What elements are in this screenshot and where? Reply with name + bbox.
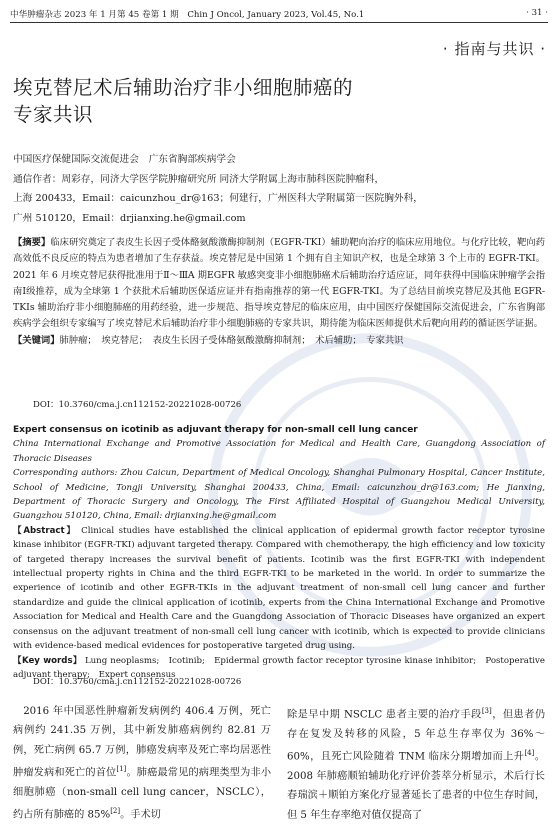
author-organizations: 中国医疗保健国际交流促进会 广东省胸部疾病学会 bbox=[13, 154, 236, 165]
corresponding-line-2: 上海 200433，Email：caicunzhou_dr@163；何建行，广州医科大学附属第一医院胸外科， bbox=[13, 193, 423, 204]
doi-en: DOI：10.3760/cma.j.cn112152-20221028-00726 bbox=[33, 677, 242, 687]
body-left-text-3: 。手术切 bbox=[120, 809, 161, 821]
citation-ref[interactable]: [3] bbox=[481, 707, 492, 715]
body-left-text-1: 2016 年中国恶性肿瘤新发病例约 406.4 万例，死亡病例约 241.35 万例，其中新发肺癌病例约 82.81 万例，死亡病例 65.7 万例，肺癌发病率及死亡率均居恶性肿瘤发病和死亡的首位 bbox=[13, 706, 271, 779]
title-line-1: 埃克替尼术后辅助治疗非小细胞肺癌的 bbox=[13, 76, 354, 99]
body-column-left bbox=[13, 702, 271, 825]
author-block bbox=[13, 150, 543, 228]
english-corresponding-authors: Corresponding authors: Zhou Caicun, Department of Medical Oncology, Shanghai Pulmonary Hospital, Cancer Institute, School of Medicine, Tongji University, Shanghai 200433, China, Email: caicunzhou_dr@163.com; He Jianxing, Department of Thoracic Surgery and Oncology, The First Affiliated Hospital of Guangzhou Medical University, Guangzhou 510120, China, Email: drjianxing.he@gmail.com bbox=[13, 468, 545, 522]
english-keywords-tag: 【Key words】 bbox=[13, 655, 82, 666]
english-keywords-text: Lung neoplasms; Icotinib; Epidermal growth factor receptor tyrosine kinase inhibitor; Postoperative adjuvant therapy; Expert consensus bbox=[13, 655, 545, 680]
corresponding-line-1: 通信作者：周彩存，同济大学医学院肿瘤研究所 同济大学附属上海市肺科医院肿瘤科， bbox=[13, 173, 385, 185]
article-title bbox=[13, 74, 493, 128]
body-right-text-2: ，但患者仍存在复发及转移的风险，5 年总生存率仅为 36%～60%，且死亡风险随着 TNM 临床分期增加而上升 bbox=[287, 709, 546, 763]
page-number: · 31 · bbox=[526, 8, 548, 18]
english-title: Expert consensus on icotinib as adjuvant therapy for non-small cell lung cancer bbox=[13, 425, 418, 435]
abstract-text: 临床研究奠定了表皮生长因子受体酪氨酸激酶抑制剂（EGFR-TKI）辅助靶向治疗的临床应用地位。与化疗比较，靶向药高效低不良反应的特点为患者增加了生存获益。埃克替尼是中国第 1 个拥有自主知识产权，也是全球第 3 个上市的 EGFR-TKI。2021 年 6 月埃克替尼获得批准用于Ⅱ～ⅢA 期EGFR 敏感突变非小细胞肺癌术后辅助治疗适应证，同年获得中国临床肿瘤学会指南Ⅰ级推荐，成为全球第 1 个获批术后辅助医保适应证并有指南推荐的第一代 EGFR-TKI。为了总结目前埃克替尼及其他 EGFR-TKIs 辅助治疗非小细胞肺癌的用药经验，进一步规范、指导埃克替尼的临床应用，由中国医疗保健国际交流促进会，广东省胸部疾病学会组织专家编写了埃克替尼术后辅助治疗非小细胞肺癌的专家共识，期待能为临床医师提供术后靶向用药的循证医学证据。 bbox=[13, 237, 545, 330]
keywords-tag: 【关键词】 bbox=[13, 334, 60, 346]
section-label: · 指南与共识 · bbox=[442, 40, 546, 58]
body-right-text-3: 。2008 年肺癌顺铂辅助化疗评价荟萃分析显示，术后行长春瑞滨＋顺铂方案化疗显著延长了患者的中位生存时间，但 5 年生存率绝对值仅提高了 bbox=[287, 751, 545, 821]
journal-citation: 中华肿瘤杂志 2023 年 1 月第 45 卷第 1 期 Chin J Oncol, January 2023, Vol.45, No.1 bbox=[10, 10, 365, 20]
header-divider bbox=[10, 22, 548, 23]
english-abstract bbox=[13, 423, 545, 682]
corresponding-line-3: 广州 510120，Email：drjianxing.he@gmail.com bbox=[13, 212, 246, 224]
keywords-text: 肺肿瘤； 埃克替尼； 表皮生长因子受体酪氨酸激酶抑制剂； 术后辅助； 专家共识 bbox=[59, 334, 404, 346]
journal-running-header bbox=[10, 8, 548, 22]
abstract-tag: 【摘要】 bbox=[13, 237, 51, 248]
english-abstract-tag: 【Abstract】 bbox=[13, 525, 77, 536]
doi-zh: DOI：10.3760/cma.j.cn112152-20221028-00726 bbox=[33, 400, 242, 410]
english-abstract-text: Clinical studies have established the clinical application of epidermal growth factor receptor tyrosine kinase inhibitor (EGFR-TKI) adjuvant targeted therapy. Compared with chemotherapy, the high efficiency and low toxicity of targeted therapy increases the survival benefit of patients. Icotinib was the first EGFR-TKI with independent intellectual property rights in China and the third EGFR-TKI to be marketed in the world. In order to summarize the experience of icotinib and other EGFR-TKIs in the adjuvant treatment of non-small cell lung cancer and further standardize and guide the clinical application of icotinib, experts from the China International Exchange and Promotive Association for Medical and Health Care and the Guangdong Association of Thoracic Diseases have organized an expert consensus on the adjuvant treatment of non-small cell lung cancer with icotinib, which is expected to provide clinicians with evidence-based medical evidences for postoperative targeted drug using. bbox=[13, 525, 545, 652]
chinese-abstract bbox=[13, 235, 545, 349]
citation-ref[interactable]: [4] bbox=[524, 749, 535, 758]
title-line-2: 专家共识 bbox=[13, 103, 94, 126]
body-column-right bbox=[287, 702, 545, 825]
body-right-text-1: 除是早中期 NSCLC 患者主要的治疗手段 bbox=[287, 709, 482, 721]
citation-ref[interactable]: [2] bbox=[110, 807, 121, 816]
english-organizations: China International Exchange and Promotive Association for Medical and Health Care, Guangdong Association of Thoracic Diseases bbox=[13, 439, 545, 464]
citation-ref[interactable]: [1] bbox=[116, 765, 127, 774]
body-left-text-2: 。肺癌最常见的病理类型为非小细胞肺癌（non-small cell lung cancer，NSCLC），约占所有肺癌的 85% bbox=[13, 767, 272, 821]
